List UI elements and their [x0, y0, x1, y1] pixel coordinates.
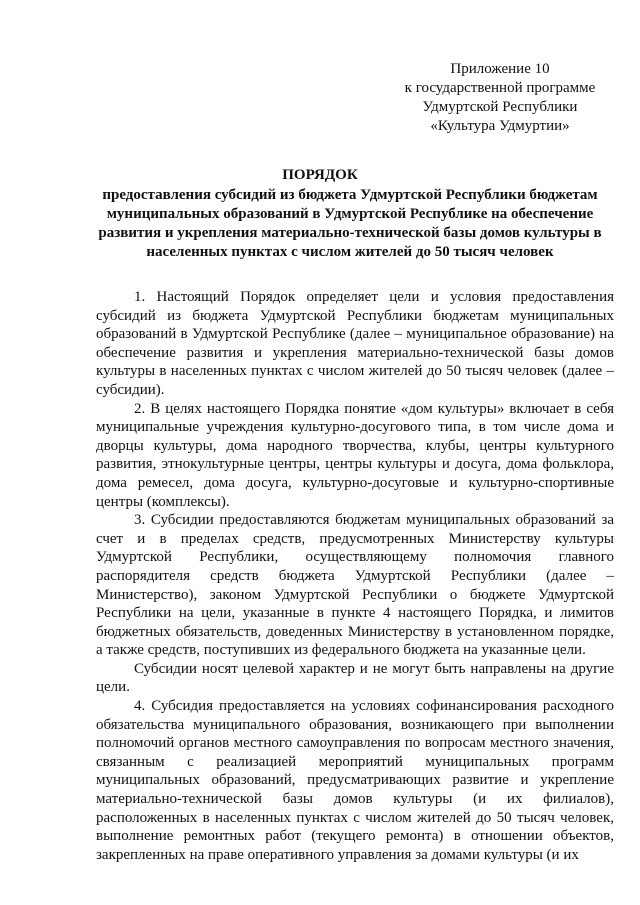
document-subtitle [88, 186, 612, 262]
appendix-line: Удмуртской Республики [422, 99, 578, 115]
paragraph-4: 4. Субсидия предоставляется на условиях софинансирования расходного обязательства муниципального образования, возникающего при выполнении полномочий органов местного самоуправления по вопросам местного значения, связанным с реализацией мероприятий муниципальных программ муниципальных образований, предусматривающих развитие и укрепление материально-технической базы домов культуры (и их филиалов), расположенных в населенных пунктах с числом жителей до 50 тысяч человек, выполнение ремонтных работ (текущего ремонта) в отношении объектов, закрепленных на праве оперативного управления за домами культуры (и их [96, 698, 614, 863]
paragraph-1: 1. Настоящий Порядок определяет цели и условия предоставления субсидий из бюджета Удмуртской Республики бюджетам муниципальных образований в Удмуртской Республике (далее – муниципальное образование) на обеспечение развития и укрепления материально-технической базы домов культуры в населенных пунктах с числом жителей до 50 тысяч человек (далее – субсидии). [96, 289, 614, 398]
subtitle-line: муниципальных образований в Удмуртской Республике на обеспечение [106, 206, 594, 222]
appendix-note [400, 60, 600, 136]
subtitle-line: развития и укрепления материально-технической базы домов культуры в [98, 225, 602, 241]
document-body [96, 288, 614, 864]
appendix-line: к государственной программе [404, 80, 596, 96]
paragraph-3-note: Субсидии носят целевой характер и не могут быть направлены на другие цели. [96, 660, 614, 696]
paragraph-3: 3. Субсидии предоставляются бюджетам муниципальных образований за счет и в пределах средств, предусмотренных Министерству культуры Удмуртской Республики, осуществляющему полномочия главного распорядителя средств бюджета Удмуртской Республики (далее – Министерство), законом Удмуртской Республики о бюджете Удмуртской Республики на цели, указанные в пункте 4 настоящего Порядка, и лимитов бюджетных обязательств, доведенных Министерству в установленном порядке, а также средств, поступивших из федерального бюджета на указанные цели. [96, 512, 614, 659]
paragraph-2: 2. В целях настоящего Порядка понятие «дом культуры» включает в себя муниципальные учреждения культурно-досугового типа, в том числе дома и дворцы культуры, дома народного творчества, клубы, центры культурного развития, этнокультурные центры, центры культуры и досуга, дома фольклора, дома ремесел, дома досуга, культурно-досуговые и культурно-спортивные центры (комплексы). [96, 400, 614, 510]
appendix-line: Приложение 10 [450, 61, 550, 77]
subtitle-line: населенных пунктах с числом жителей до 50 тысяч человек [146, 244, 554, 260]
appendix-line: «Культура Удмуртии» [430, 118, 570, 134]
subtitle-line: предоставления субсидий из бюджета Удмуртской Республики бюджетам [102, 187, 598, 203]
document-title: ПОРЯДОК [282, 167, 358, 183]
